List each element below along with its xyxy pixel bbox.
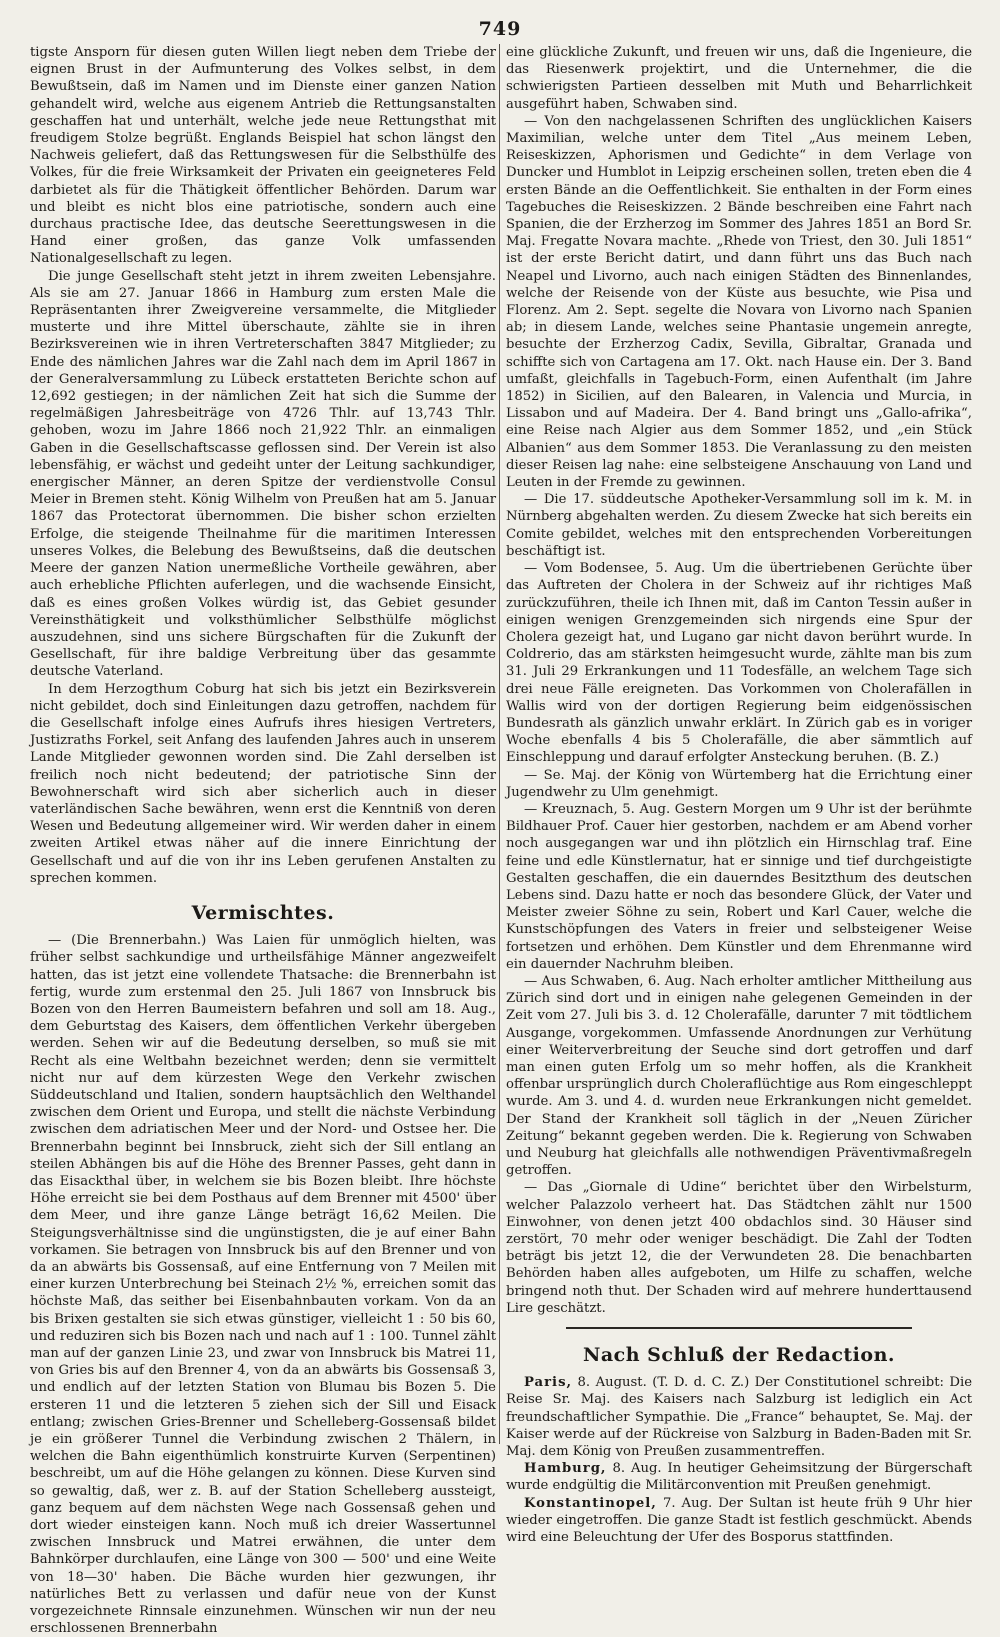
news-paris — [506, 1374, 972, 1460]
article-kreuznach: — Kreuznach, 5. Aug. Gestern Morgen um 9 Uhr ist der berühmte Bildhauer Prof. Cauer hier gestorben, nachdem er am Abend vorher noch ausgegangen war und ihn plötzlich ein Hirnschlag traf. Eine feine und edle Künstlernatur, hat er sinnige und tief durchgeistigte Gestalten geschaffen, die ein dauerndes Besitzthum des deutschen Lebens sind. Dazu hatte er noch das besondere Glück, der Vater und Meister zweier Söhne zu sein, Robert und Karl Cauer, welche die Kunstschöpfungen des Vaters in freier und selbsteigener Weise fortsetzen und erhöhen. Dem Künstler und dem Ehrenmanne wird ein dauernder Nachruhm bleiben. — [506, 801, 972, 972]
page-number: 749 — [478, 18, 522, 40]
dateline-text: 8. Aug. In heutiger Geheimsitzung der Bürgerschaft wurde endgültig die Militärconvention mit Preußen genehmigt. — [506, 1461, 972, 1494]
article-paragraph: eine glückliche Zukunft, und freuen wir uns, daß die Ingenieure, die das Riesenwerk projektirt, und die Unternehmer, die die schwierigsten Partieen desselben mit Muth und Beharrlichkeit ausgeführt haben, Schwaben sind. — [506, 45, 972, 112]
right-column — [506, 44, 972, 1546]
section-heading-redaction: Nach Schluß der Redaction. — [583, 1344, 895, 1367]
article-schwaben: — Aus Schwaben, 6. Aug. Nach erholter amtlicher Mittheilung aus Zürich sind dort und in einigen nahe gelegenen Gemeinden in der Zeit vom 27. Juli bis 3. d. 12 Cholerafälle, darunter 7 mit tödtlichem Ausgange, vorgekommen. Umfassende Anordnungen zur Verhütung einer Weiterverbreitung der Seuche sind dort getroffen und darf man einen guten Erfolg um so mehr hoffen, als die Krankheit offenbar ursprünglich durch Choleraflüchtige aus Rom eingeschleppt wurde. Am 3. und 4. d. wurden neue Erkrankungen nicht gemeldet. Der Stand der Krankheit soll täglich in der „Neuen Züricher Zeitung“ bekannt gegeben werden. Die k. Regierung von Schwaben und Neuburg hat gleichfalls alle nothwendigen Präventivmaßregeln getroffen. — [506, 973, 972, 1179]
dateline-place: Paris, — [524, 1375, 573, 1391]
column-divider — [499, 44, 500, 1444]
dateline-place: Hamburg, — [524, 1461, 607, 1477]
article-maximilian: — Von den nachgelassenen Schriften des unglücklichen Kaisers Maximilian, welche unter dem Titel „Aus meinem Leben, Reiseskizzen, Aphorismen und Gedichte“ in dem Verlage von Duncker und Humblot in Leipzig erscheinen sollen, treten eben die 4 ersten Bände an die Oeffentlichkeit. Sie enthalten in der Form eines Tagebuches die Reiseskizzen. 2 Bände beschreiben eine Fahrt nach Spanien, die der Erzherzog im Sommer des Jahres 1851 an Bord Sr. Maj. Fregatte Novara machte. „Rhede von Triest, den 30. Juli 1851“ ist der erste Bericht datirt, und dann führt uns das Buch nach Neapel und Livorno, auch nach einigen Städten des Binnenlandes, welche der Reisende von der Küste aus besuchte, wie Pisa und Florenz. Am 2. Sept. segelte die Novara von Livorno nach Spanien ab; in diesem Lande, welches seine Phantasie ungemein anregte, besuchte der Erzherzog Cadix, Sevilla, Gibraltar, Granada und schiffte sich von Cartagena am 17. Okt. nach Hause ein. Der 3. Band umfaßt, gleichfalls in Tagebuch-Form, einen Aufenthalt (im Jahre 1852) in Sicilien, auf den Balearen, in Valencia und Murcia, in Lissabon und auf Madeira. Der 4. Band bringt uns „Gallo-afrika“, eine Reise nach Algier aus dem Sommer 1852, und „ein Stück Albanien“ aus dem Sommer 1853. Die Veranlassung zu den meisten dieser Reisen lag nahe: eine selbsteigene Anschauung von Land und Leuten in der Fremde zu gewinnen. — [506, 113, 972, 491]
article-paragraph: tigste Ansporn für diesen guten Willen liegt neben dem Triebe der eignen Brust in der Aufmunterung des Volkes selbst, in dem Bewußtsein, daß im Namen und im Dienste einer ganzen Nation gehandelt wird, welche aus eigenem Antrieb die Rettungsanstalten geschaffen hat und unterhält, welche jede neue Rettungsthat mit freudigem Stolze begrüßt. Englands Beispiel hat schon längst den Nachweis geliefert, daß das Rettungswesen für die Selbsthülfe des Volkes, für die freie Wirksamkeit der Privaten ein geeigneteres Feld darbietet als für die Thätigkeit öffentlicher Behörden. Darum war und bleibt es nicht blos eine patriotische, sondern auch eine durchaus practische Idee, das deutsche Seerettungswesen in die Hand einer großen, das ganze Volk umfassenden Nationalgesellschaft zu legen. — [30, 45, 496, 267]
news-hamburg — [506, 1460, 972, 1494]
article-bodensee: — Vom Bodensee, 5. Aug. Um die übertriebenen Gerüchte über das Auftreten der Cholera in der Schweiz auf ihr richtiges Maß zurückzuführen, theile ich Ihnen mit, daß im Canton Tessin außer in einigen wenigen Grenzgemeinden sich nirgends eine Spur der Cholera gezeigt hat, und Lugano gar nicht davon berührt wurde. In Coldrerio, das am stärksten heimgesucht wurde, zählte man bis zum 31. Juli 29 Erkrankungen und 11 Todesfälle, an welchem Tage sich drei neue Fälle ereigneten. Das Vorkommen von Cholerafällen in Wallis wird von der dortigen Regierung beim eidgenössischen Bundesrath als gänzlich unwahr erklärt. In Zürich gab es in voriger Woche ebenfalls 4 bis 5 Cholerafälle, die aber sämmtlich auf Einschleppung und darauf erfolgter Ansteckung beruhen. (B. Z.) — [506, 561, 972, 766]
article-brennerbahn: — (Die Brennerbahn.) Was Laien für unmöglich hielten, was früher selbst sachkundige und urtheilsfähige Männer angezweifelt hatten, das ist jetzt eine vollendete Thatsache: die Brennerbahn ist fertig, wurde zum erstenmal den 25. Juli 1867 von Innsbruck bis Bozen von den Herren Baumeistern befahren und soll am 18. Aug., dem Geburtstag des Kaisers, dem öffentlichen Verkehr übergeben werden. Sehen wir auf die Bedeutung derselben, so muß sie mit Recht als eine Weltbahn bezeichnet werden; denn sie vermittelt nicht nur auf dem kürzesten Wege den Verkehr zwischen Süddeutschland und Italien, sondern hauptsächlich den Welthandel zwischen dem Orient und Europa, und stellt die nächste Verbindung zwischen dem adriatischen Meer und der Nord- und Ostsee her. Die Brennerbahn beginnt bei Innsbruck, zieht sich der Sill entlang an steilen Abhängen bis auf die Höhe des Brenner Passes, geht dann in das Eisackthal über, in welchem sie bis Bozen bleibt. Ihre höchste Höhe erreicht sie bei dem Posthaus auf dem Brenner mit 4500' über dem Meer, und ihre ganze Länge beträgt 16,62 Meilen. Die Steigungsverhältnisse sind die ungünstigsten, die je auf einer Bahn vorkamen. Sie betragen von Innsbruck bis auf den Brenner und von da an abwärts bis Gossensaß, auf eine Entfernung von 7 Meilen mit einer kurzen Unterbrechung bei Steinach 2½ %, erreichen somit das höchste Maß, das seither bei Eisenbahnbauten vorkam. Von da an bis Brixen gestalten sie sich etwas günstiger, vielleicht 1 : 50 bis 60, und reduziren sich bis Bozen nach und nach auf 1 : 100. Tunnel zählt man auf der ganzen Linie 23, und zwar von Innsbruck bis Matrei 11, von Gries bis auf den Brenner 4, von da an abwärts bis Gossensaß 3, und endlich auf der letzten Station von Blumau bis Bozen 5. Die ersteren 11 und die letzteren 5 ziehen sich der Sill und Eisack entlang; zwischen Gries-Brenner und Schelleberg-Gossensaß bildet je ein größerer Tunnel die Verbindung zwischen 2 Thälern, in welchen die Bahn eigenthümlich konstruirte Kurven (Serpentinen) beschreibt, um auf die Höhe gelangen zu können. Diese Kurven sind so gewaltig, daß, wer z. B. auf der Station Schelleberg aussteigt, ganz bequem auf dem nächsten Wege nach Gossensaß gehen und dort wieder einsteigen kann. Noch muß ich dreier Wassertunnel zwischen Innsbruck und Matrei erwähnen, die unter dem Bahnkörper durchlaufen, eine Länge von 300 — 500' und eine Weite von 18—30' haben. Die Bäche wurden hier gezwungen, ihr natürliches Bett zu verlassen und dafür neue von der Kunst vorgezeichnete Rinnsale einzunehmen. Wünschen wir nun der neu erschlossenen Brennerbahn — [30, 933, 496, 1637]
news-konstantinopel — [506, 1495, 972, 1547]
section-heading-vermischtes: Vermischtes. — [191, 901, 335, 924]
dateline-text: 8. August. (T. D. d. C. Z.) Der Constitutionel schreibt: Die Reise Sr. Maj. des Kaisers nach Salzburg ist lediglich ein Act freundschaftlicher Sympathie. Die „France“ behauptet, Se. Maj. der Kaiser werde auf der Rückreise von Salzburg in Baden-Baden mit Sr. Maj. dem König von Preußen zusammentreffen. — [506, 1375, 972, 1460]
article-apotheker: — Die 17. süddeutsche Apotheker-Versammlung soll im k. M. in Nürnberg abgehalten werden. Zu diesem Zwecke hat sich bereits ein Comite gebildet, welches mit den entsprechenden Vorbereitungen beschäftigt ist. — [506, 492, 972, 559]
article-wuertemberg: — Se. Maj. der König von Würtemberg hat die Errichtung einer Jugendwehr zu Ulm genehmigt. — [506, 767, 972, 800]
article-udine: — Das „Giornale di Udine“ berichtet über den Wirbelsturm, welcher Palazzolo verheert hat. Das Städtchen zählt nur 1500 Einwohner, von denen jetzt 400 obdachlos sind. 30 Häuser sind zerstört, 70 mehr oder weniger beschädigt. Die Zahl der Todten beträgt bis jetzt 12, die der Verwundeten 28. Die benachbarten Behörden haben alles aufgeboten, um Hilfe zu schaffen, welche bringend noth thut. Der Schaden wird auf mehrere hunderttausend Lire geschätzt. — [506, 1180, 972, 1316]
article-paragraph: In dem Herzogthum Coburg hat sich bis jetzt ein Bezirksverein nicht gebildet, doch sind Einleitungen dazu getroffen, nachdem für die Gesellschaft infolge eines Aufrufs ihres hiesigen Vertreters, Justizraths Forkel, seit Anfang des laufenden Jahres auch in unserem Lande Mitglieder gewonnen worden sind. Die Zahl derselben ist freilich noch nicht bedeutend; der patriotische Sinn der Bewohnerschaft wird sich aber sicherlich auch in dieser vaterländischen Sache bewähren, wenn erst die Kenntniß von deren Wesen und Bedeutung allgemeiner wird. Wir werden daher in einem zweiten Artikel etwas näher auf die innere Einrichtung der Gesellschaft und auf die von ihr ins Leben gerufenen Anstalten zu sprechen kommen. — [30, 681, 496, 886]
dateline-place: Konstantinopel, — [524, 1495, 657, 1511]
separator-rule — [566, 1327, 912, 1329]
dateline-text: 7. Aug. Der Sultan ist heute früh 9 Uhr hier wieder eingetroffen. Die ganze Stadt ist festlich geschmückt. Abends wird eine Beleuchtung der Ufer des Bosporus stattfinden. — [506, 1495, 972, 1546]
left-column — [30, 44, 496, 1637]
article-paragraph: Die junge Gesellschaft steht jetzt in ihrem zweiten Lebensjahre. Als sie am 27. Januar 1866 in Hamburg zum ersten Male die Repräsentanten ihrer Zweigvereine versammelte, die Mitglieder musterte und ihre Mittel überschaute, zählte sie in ihren Bezirksvereinen wie in ihren Vertreterschaften 3847 Mitglieder; zu Ende des nämlichen Jahres war die Zahl nach dem im April 1867 in der Generalversammlung zu Lübeck erstatteten Berichte schon auf 12,692 gestiegen; in der nämlichen Zeit hat sich die Summe der regelmäßigen Jahresbeiträge von 4726 Thlr. auf 13,743 Thlr. gehoben, wozu im Jahre 1866 noch 21,922 Thlr. an einmaligen Gaben in die Gesellschaftscasse geflossen sind. Der Verein ist also lebensfähig, er wächst und gedeiht unter der Leitung sachkundiger, energischer Männer, an deren Spitze der verdienstvolle Consul Meier in Bremen steht. König Wilhelm von Preußen hat am 5. Januar 1867 das Protectorat übernommen. Die bisher schon erzielten Erfolge, die steigende Theilnahme für die maritimen Interessen unseres Volkes, die Belebung des Bewußtseins, daß die deutschen Meere der ganzen Nation unermeßliche Vortheile gewähren, aber auch erhebliche Pflichten auferlegen, und die wachsende Einsicht, daß es eines großen Volkes würdig ist, das Gebiet gesunder Vereinsthätigkeit und volksthümlicher Selbsthülfe möglichst auszudehnen, sind uns sichere Bürgschaften für die Zukunft der Gesellschaft, für ihre baldige Verbreitung über das gesammte deutsche Vaterland. — [30, 268, 496, 680]
